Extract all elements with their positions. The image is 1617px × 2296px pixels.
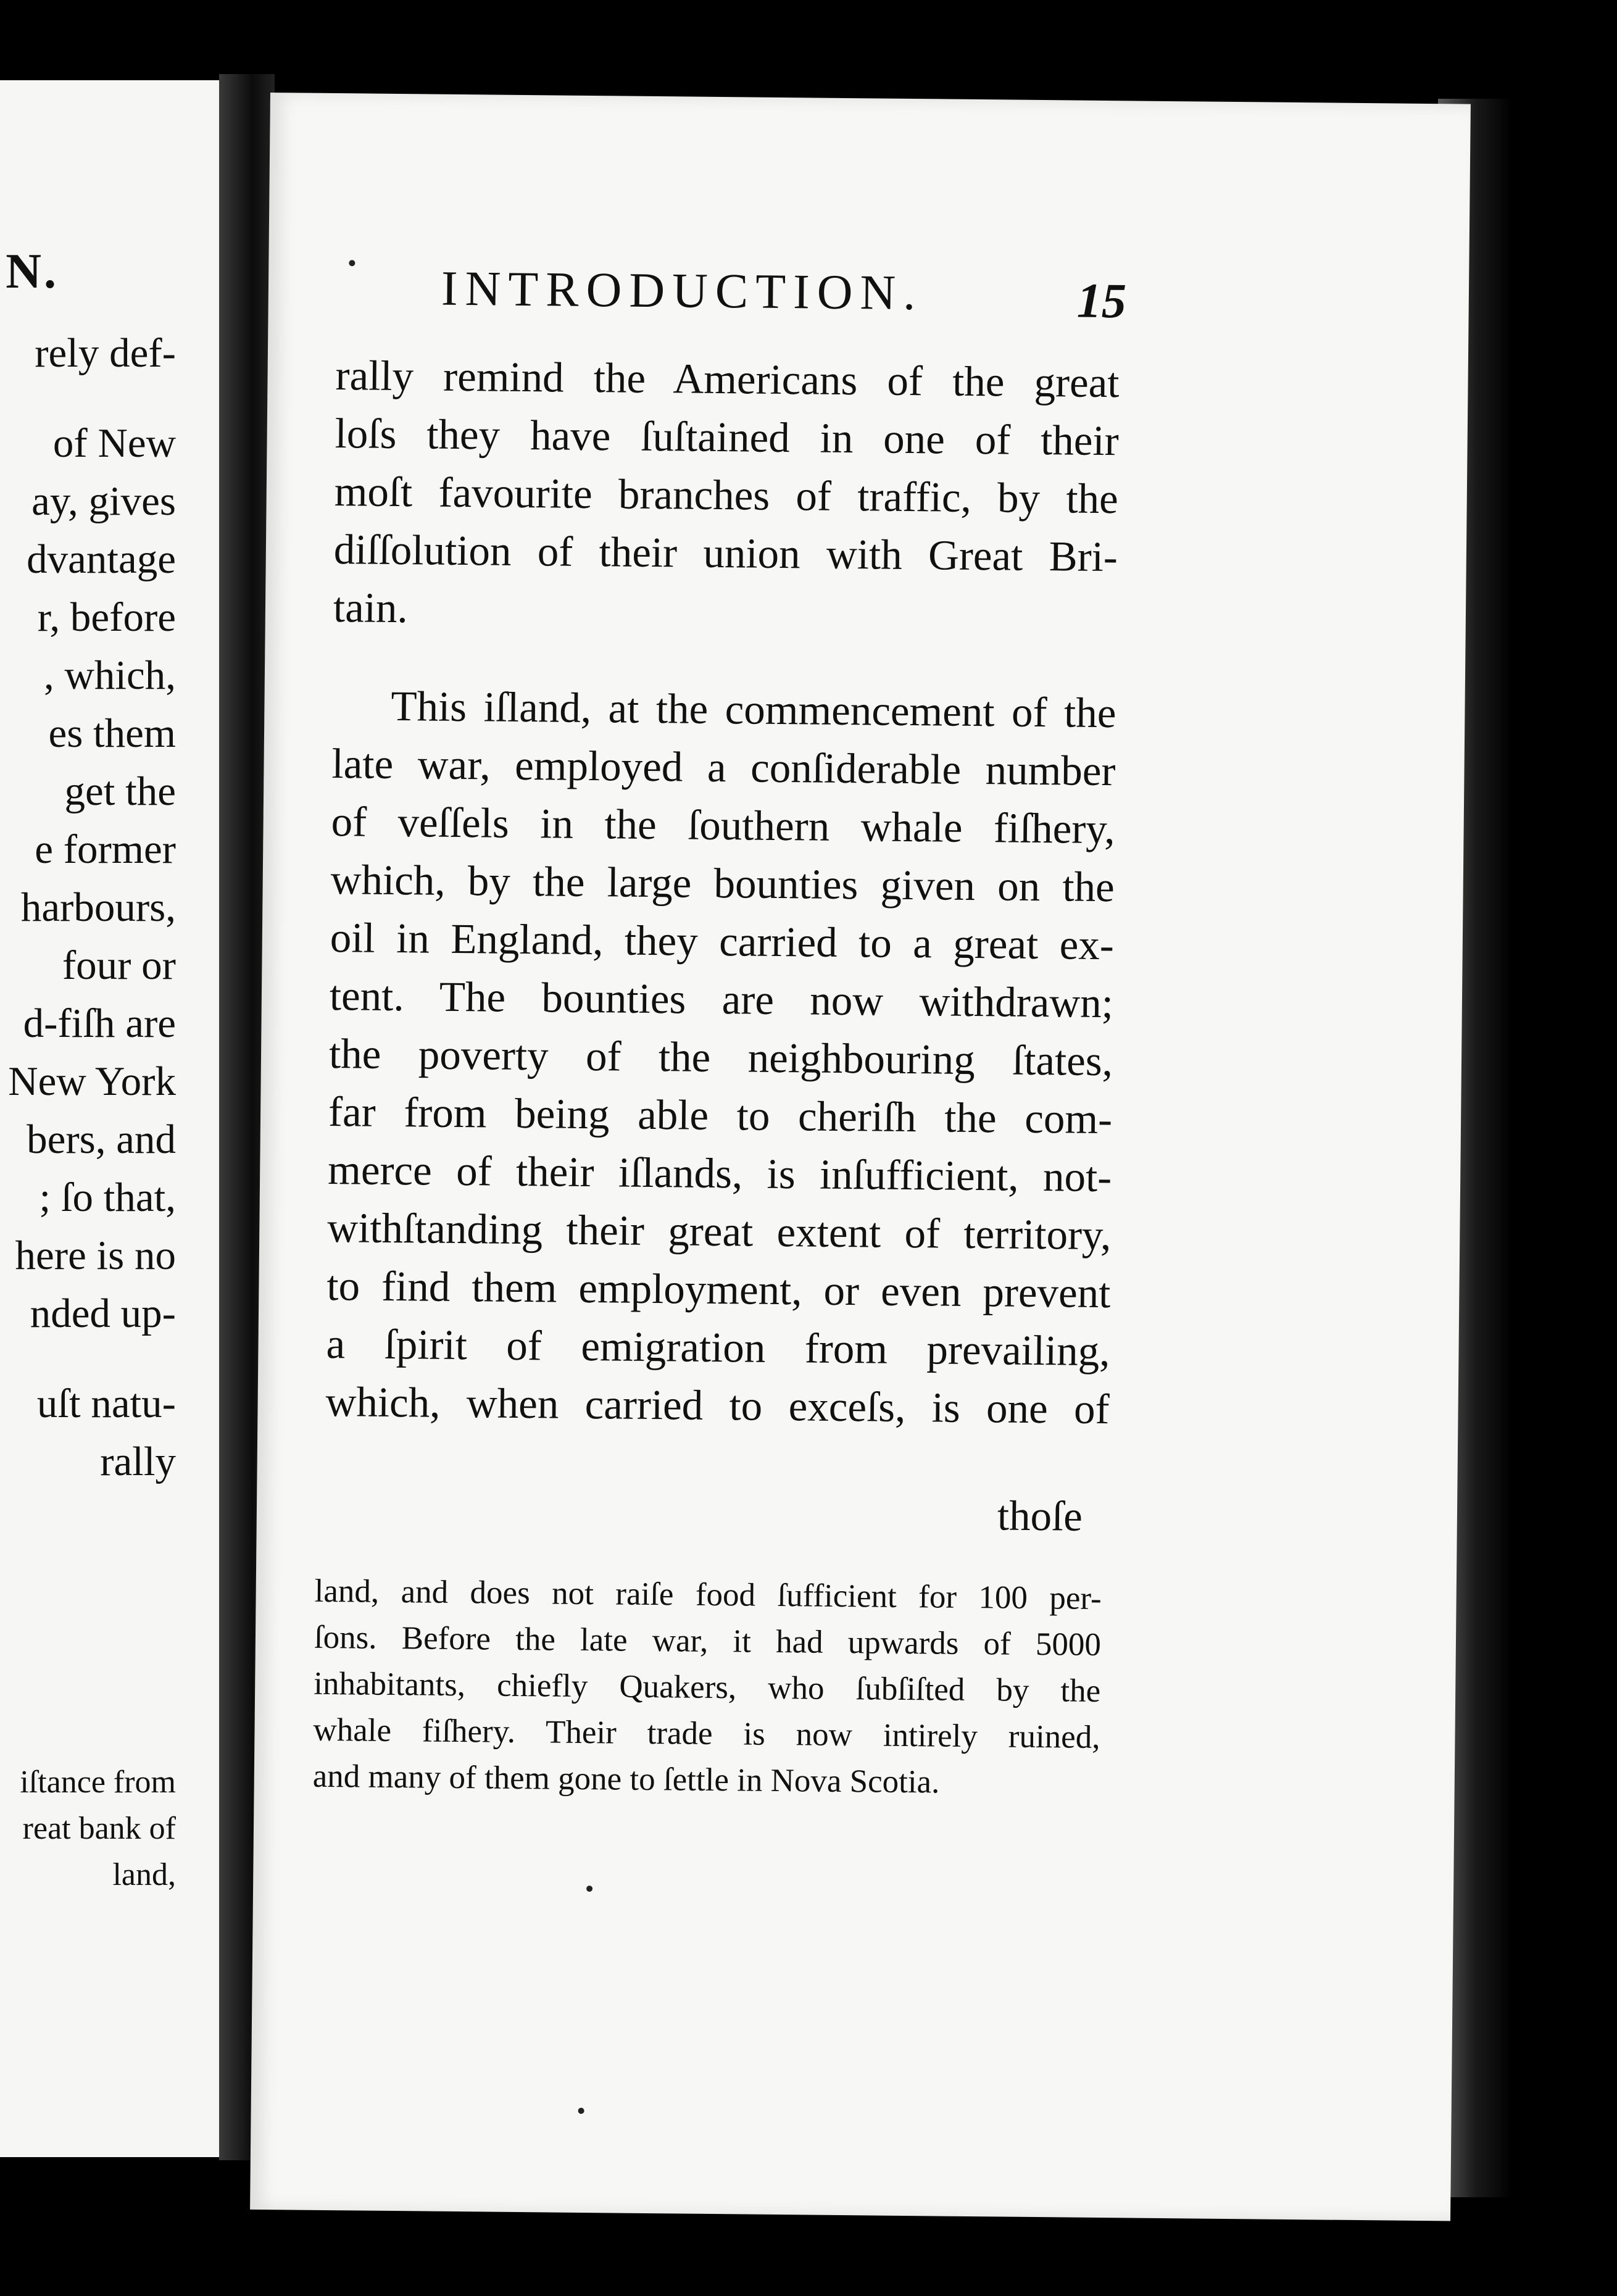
text-line: which, when carried to exceſs, is one of [325,1378,1110,1433]
text-line: This iſland, at the commencement of the [391,682,1116,737]
footnote [312,1568,1102,1807]
left-line: d-fiſh are [23,1000,176,1046]
left-line: New York [8,1059,176,1104]
left-page-body [0,324,176,1491]
left-line: four or [62,942,176,988]
footnote-line: whale fiſhery. Their trade is now intirely ruined, [313,1712,1100,1756]
text-line: a ſpirit of emigration from prevailing, [326,1320,1110,1375]
left-footnote-line: iſtance from [20,1765,176,1800]
left-line: ay, gives [31,478,176,524]
left-page-header: N. [6,244,59,299]
text-line: the poverty of the neighbouring ſtates, [328,1029,1113,1085]
page-number: 15 [1076,273,1127,329]
footnote-line: and many of them gone to ſettle in Nova Scotia. [312,1758,940,1800]
left-line: uſt natu- [36,1381,176,1426]
text-line: which, by the large bounties given on the [330,855,1115,911]
paper-speck [578,2108,584,2114]
text-line: tain. [333,584,409,632]
left-line: here is no [15,1233,176,1278]
text-line: far from being able to cheriſh the com- [328,1088,1113,1143]
right-page [250,93,1471,2221]
catchword: thoſe [997,1492,1083,1540]
left-page [0,80,231,2157]
left-line: es them [48,710,176,756]
left-line: , which, [44,652,176,698]
left-line: r, before [37,594,176,640]
left-line: rally [100,1439,176,1484]
text-line: tent. The bounties are now withdrawn; [329,971,1114,1027]
text-line: to find them employment, or even prevent [326,1262,1111,1317]
text-line: rally remind the Americans of the great [335,352,1120,407]
left-line: bers, and [27,1117,176,1162]
left-line: e former [35,826,176,872]
text-line: late war, employed a conſiderable number [331,740,1116,795]
footnote-line: land, and does not raiſe food ſufficient for 100 per- [314,1573,1102,1617]
left-line: harbours, [20,884,176,930]
text-line: moſt favourite branches of traffic, by the [334,468,1119,523]
left-line: ; ſo that, [39,1175,176,1220]
left-footnote-line: land, [112,1857,176,1892]
text-line: merce of their iſlands, is inſufficient, not- [327,1146,1112,1201]
footnote-line: inhabitants, chiefly Quakers, who ſubſiſted by the [313,1665,1101,1710]
left-page-footnote [0,1759,176,1898]
left-line: rely def- [35,330,176,376]
left-line: dvantage [27,536,176,582]
paper-speck [349,260,355,266]
left-line: of New [52,420,176,466]
left-footnote-line: reat bank of [22,1811,176,1846]
left-line: get the [64,768,176,814]
left-line: nded up- [30,1291,176,1336]
running-head: INTRODUCTION. [441,261,923,321]
text-line: diſſolution of their union with Great Bri- [333,526,1118,581]
body-text [325,346,1120,1438]
footnote-line: ſons. Before the late war, it had upwards of 5000 [314,1619,1102,1663]
text-line: loſs they have ſuſtained in one of their [335,410,1120,465]
text-line: withſtanding their great extent of territory, [326,1204,1112,1259]
text-line: oil in England, they carried to a great ex- [330,913,1115,969]
paper-speck [586,1886,592,1892]
text-line: of veſſels in the ſouthern whale fiſhery, [331,798,1115,853]
